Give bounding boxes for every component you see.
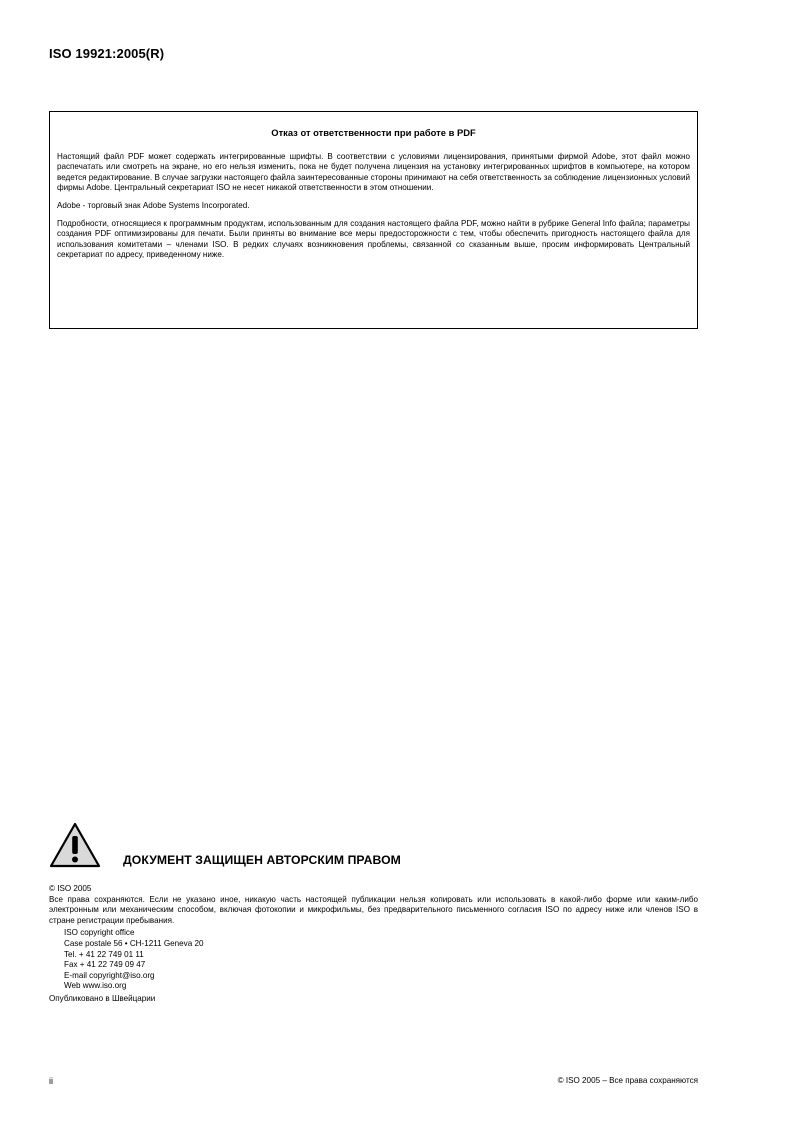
warning-icon [49, 822, 101, 868]
disclaimer-paragraph-fonts: Настоящий файл PDF может содержать интегрированные шрифты. В соответствии с условиями лицензирования, принятыми фирмой Adobe, этот файл можно распечатать или смотреть на экране, но его нельзя изменить, пока не будет получена лицензия на установку интегрированных шрифтов в компьютере, на котором ведется редактирование. В случае загрузки настоящего файла заинтересованные стороны принимают на себя ответственность за соблюдение лицензионных условий фирмы Adobe. Центральный секретариат ISO не несет никакой ответственности в этом отношении. [57, 151, 690, 193]
document-id: ISO 19921:2005(R) [49, 46, 165, 61]
disclaimer-title: Отказ от ответственности при работе в PDF [271, 127, 476, 138]
copyright-text: Все права сохраняются. Если не указано иное, никакую часть настоящей публикации нельзя копировать или использовать в какой-либо форме или каким-либо электронным или механическим способом, включая фотокопии и микрофильмы, без предварительного письменного согласия ISO по адресу ниже или членов ISO в стране регистрации пребывания. [49, 894, 698, 925]
disclaimer-paragraph-details: Подробности, относящиеся к программным продуктам, использованным для создания настоящего файла PDF, можно найти в рубрике General Info файла; параметры создания PDF оптимизированы для печати. Были приняты во внимание все меры предосторожности с тем, чтобы обеспечить пригодность настоящего файла для использования комитетами – членами ISO. В редких случаях возникновения проблемы, связанной со сказанным выше, просим информировать Центральный секретариат по адресу, приведенному ниже. [57, 218, 690, 260]
address-tel: Tel. + 41 22 749 01 11 [64, 949, 144, 959]
copyright-heading-row [49, 822, 698, 870]
address-postal: Case postale 56 • CH-1211 Geneva 20 [64, 938, 204, 948]
address-email: E-mail copyright@iso.org [64, 970, 155, 980]
copyright-block [49, 884, 698, 1005]
disclaimer-paragraph-trademark: Adobe - торговый знак Adobe Systems Incorporated. [57, 200, 250, 210]
iso-address [64, 928, 698, 992]
copyright-notice: © ISO 2005 [49, 884, 92, 893]
copyright-title: ДОКУМЕНТ ЗАЩИЩЕН АВТОРСКИМ ПРАВОМ [123, 853, 401, 867]
address-web: Web www.iso.org [64, 981, 127, 991]
address-fax: Fax + 41 22 749 09 47 [64, 960, 146, 970]
published-in: Опубликовано в Швейцарии [49, 993, 156, 1003]
address-office: ISO copyright office [64, 928, 135, 938]
page-number: ii [49, 1076, 53, 1086]
pdf-disclaimer-box [49, 111, 698, 329]
footer-rights: © ISO 2005 – Все права сохраняются [557, 1076, 698, 1085]
